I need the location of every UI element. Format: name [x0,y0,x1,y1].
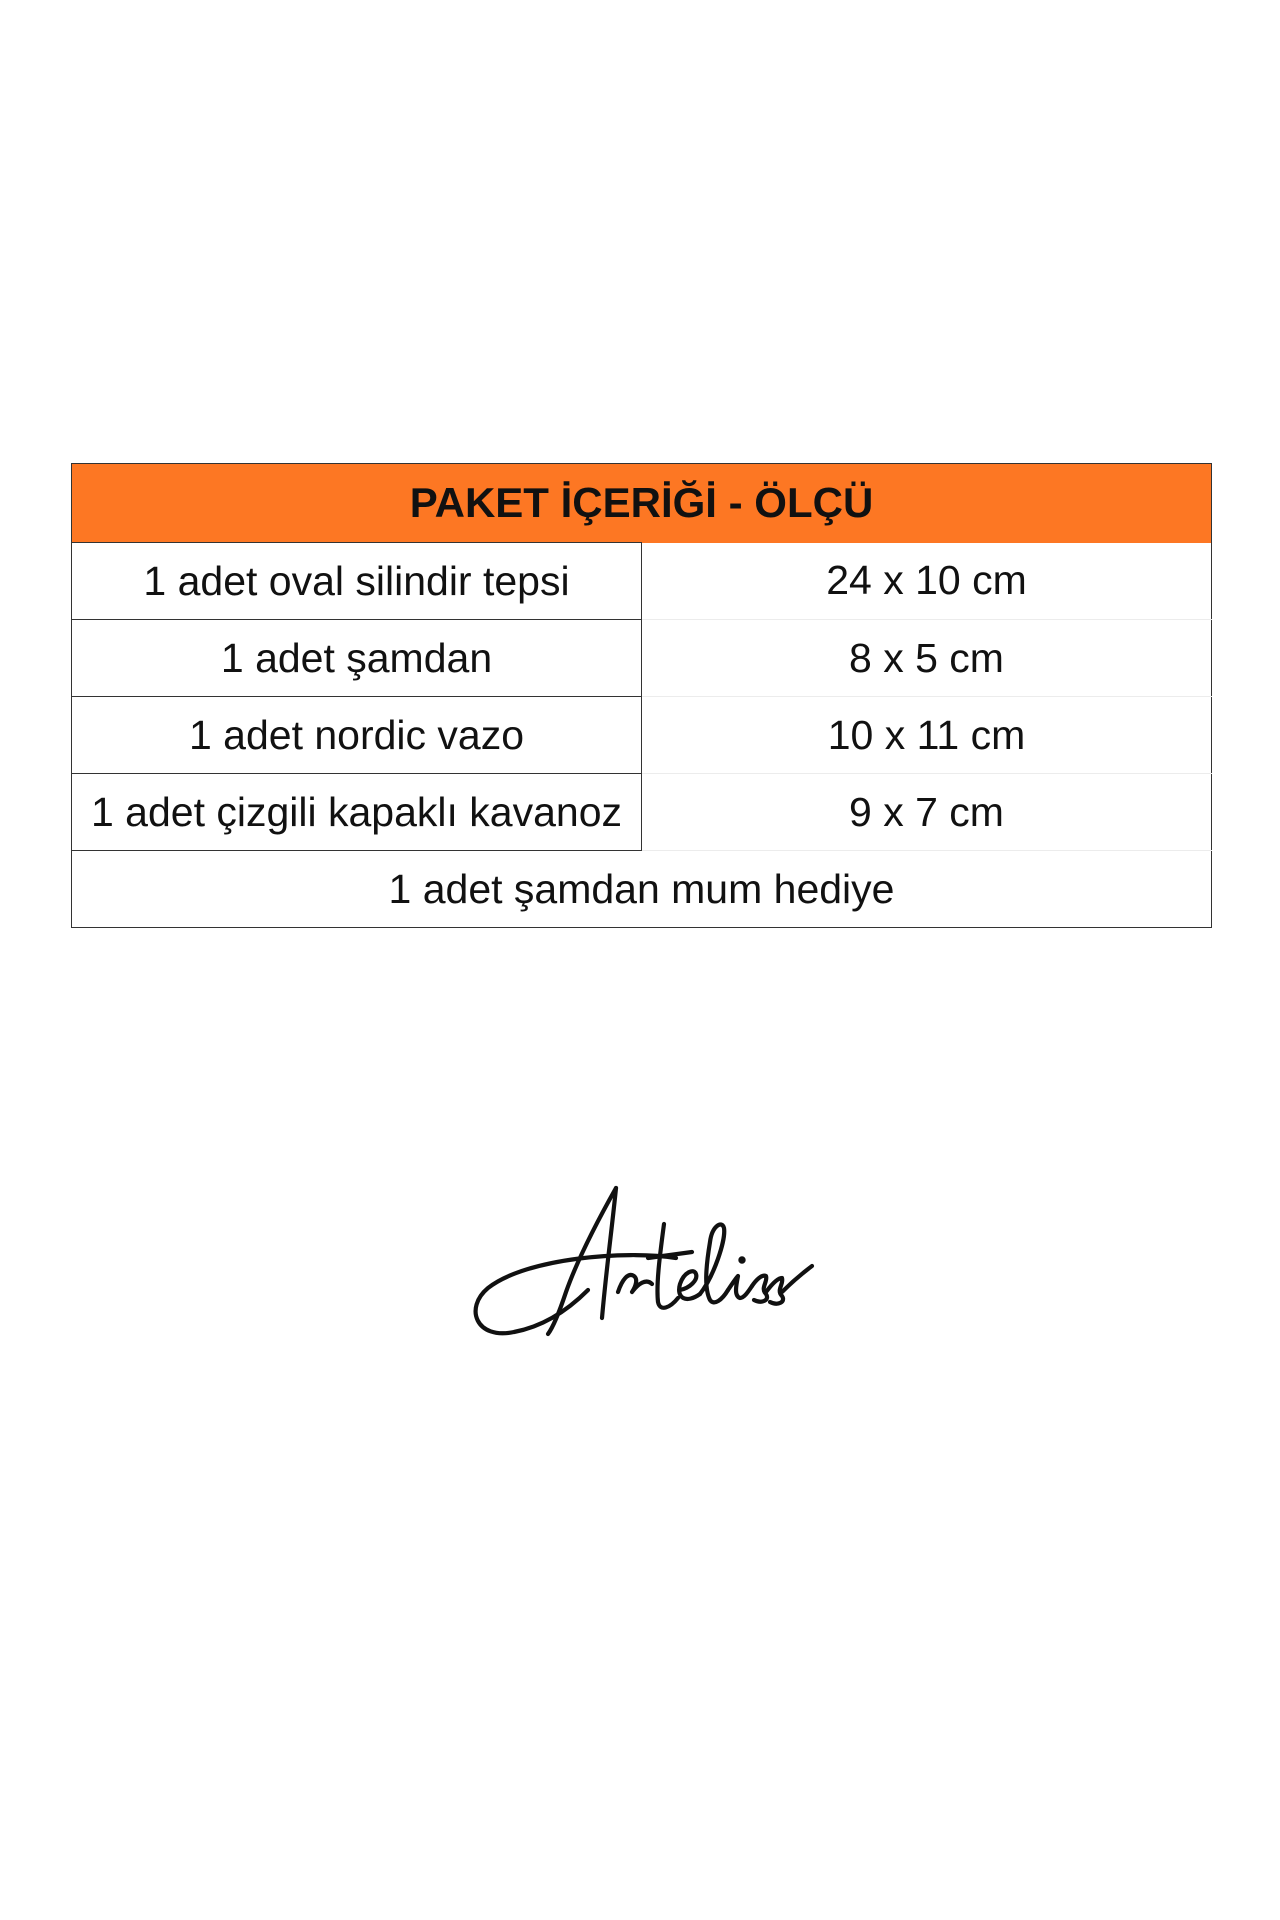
item-size: 24 x 10 cm [642,543,1212,620]
item-name: 1 adet çizgili kapaklı kavanoz [72,774,642,851]
item-size: 8 x 5 cm [642,620,1212,697]
gift-note: 1 adet şamdan mum hediye [72,851,1212,928]
brand-signature-icon [466,1180,816,1350]
item-name: 1 adet nordic vazo [72,697,642,774]
table-row [72,697,1212,774]
item-size: 10 x 11 cm [642,697,1212,774]
table-header-row [72,464,1212,543]
package-contents-table [71,463,1212,928]
item-size: 9 x 7 cm [642,774,1212,851]
table-title: PAKET İÇERİĞİ - ÖLÇÜ [72,464,1212,543]
item-name: 1 adet oval silindir tepsi [72,543,642,620]
item-name: 1 adet şamdan [72,620,642,697]
table-row [72,620,1212,697]
table-footer-row [72,851,1212,928]
table-row [72,543,1212,620]
table-row [72,774,1212,851]
brand-logo [466,1180,816,1350]
